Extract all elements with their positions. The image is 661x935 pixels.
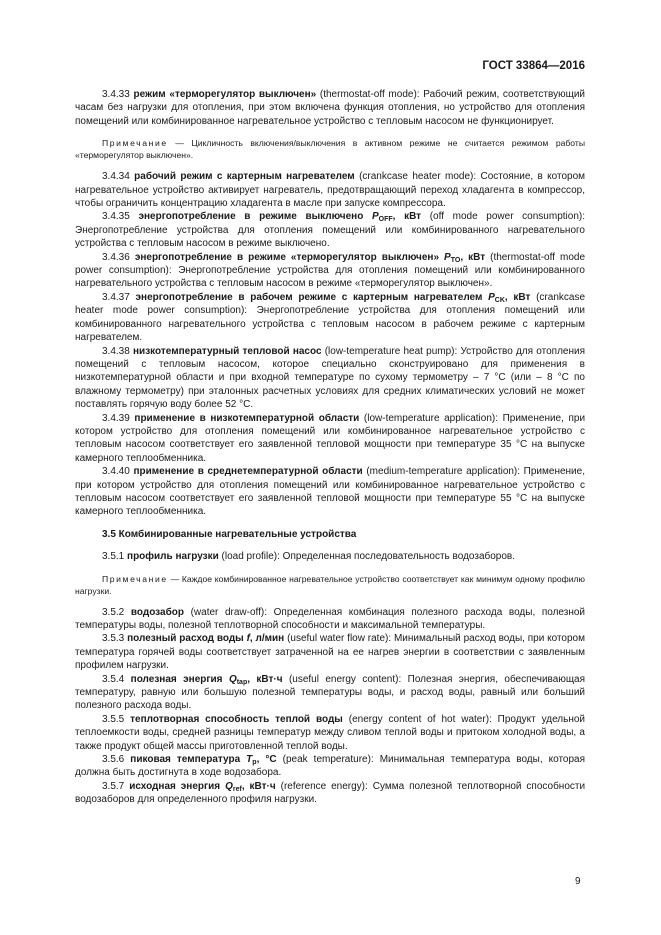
- term-3-5-5: 3.5.5 теплотворная способность теплой воды (energy content of hot water): Продукт удельной теплоемкости воды, средней разницы температур между сливом теплой воды и притоком холодной воды, а также продукт общей массы приготовленной теплой воды.: [75, 713, 586, 752]
- term-3-4-35: 3.4.35 энергопотребление в режиме выключено $P_{OFF}$, кВт (off mode power consumption): Энергопотребление устройства для отопления помещений или комбинированного нагревательного устройства с тепловым насосом в режиме выключено.: [75, 211, 585, 250]
- term-title: режим «терморегулятор выключен»: [133, 89, 317, 100]
- note-2: Примечание — Каждое комбинированное нагревательное устройство соответствует как минимум одному профилю нагрузки.: [75, 573, 585, 596]
- term-3-4-34: 3.4.34 рабочий режим с картерным нагревателем (crankcase heater mode): Состояние, в котором нагревательное устройство активирует нагреватель, предотвращающий переход хладагента в компрессор, чтобы ограничить концентрацию хладагента в масле при запуске компрессора.: [75, 171, 586, 210]
- term-3-4-36: 3.4.36 энергопотребление в режиме «терморегулятор выключен» $P_{TO}$, кВт (thermostat-off mode power consumption): Энергопотребление устройства для отопления помещений или комбинированного нагревательного устройства с тепловым насосом в режиме «терморегулятор выключен».: [75, 251, 586, 290]
- term-3-4-33: 3.4.33 режим «терморегулятор выключен» (thermostat-off mode): Рабочий режим, соответствующий часам без нагрузки для отопления, при этом включена функция отопления, но устройство для отопления помещений или комбинированное нагревательное устройство с тепловым насосом не функционирует.: [75, 89, 585, 127]
- page-content: [75, 88, 585, 807]
- term-3-5-3: 3.5.3 полезный расход воды f, л/мин (useful water flow rate): Минимальный расход воды, при котором температура горячей воды соответствует затраченной на ее нагрев энергии в соответствии с заявленным профилем нагрузки.: [75, 633, 585, 672]
- term-3-4-38: 3.4.38 низкотемпературный тепловой насос (low-temperature heat pump): Устройство для отопления помещений с тепловым насосом, которое специально сконструировано для применения в низкотемпературной области и при входной температуре по сухому термометру – 7 °С (или – 8 °С по влажному термометру) при эталонных расчетных условиях для средних климатических условий не может поставлять горячую воду более 52 °С.: [75, 345, 585, 411]
- standard-header: ГОСТ 33864—2016: [482, 60, 585, 72]
- term-3-5-4: 3.5.4 полезная энергия $Q_{tap}$, кВт·ч (useful energy content): Полезная энергия, обеспечивающая температуру, равную или большую полезной температуры воды, и расход воды, равный или больший полезного расхода воды.: [75, 673, 586, 712]
- term-3-4-40: 3.4.40 применение в среднетемпературной области (medium-temperature application): Применение, при котором устройство для отопления помещений или комбинированное нагревательное устройство с тепловым насосом соответствует его заявленной тепловой мощности при температуре 55 °С на выпуске камерного теплообменника.: [75, 466, 585, 518]
- page-number: 9: [575, 876, 581, 887]
- term-3-4-37: 3.4.37 энергопотребление в рабочем режиме с картерным нагревателем $P_{CK}$, кВт (crankcase heater mode power consumption): Энергопотребление устройства для отопления помещений или комбинированного нагревательного устройства с тепловым насосом в рабочем режиме с картерным нагревателем.: [75, 291, 585, 344]
- term-3-5-1: 3.5.1 профиль нагрузки (load profile): Определенная последовательность водозаборов.: [102, 551, 516, 563]
- term-3-5-2: 3.5.2 водозабор (water draw-off): Определенная комбинация полезного расхода воды, полезной температуры воды, полезной теплотворной способности и максимальной температуры.: [75, 606, 586, 631]
- term-3-5-6: 3.5.6 пиковая температура $T_p$, °С (peak temperature): Минимальная температура воды, которая должна быть достигнута в ходе водозабора.: [75, 754, 586, 779]
- term-3-4-39: 3.4.39 применение в низкотемпературной области (low-temperature application): Применение, при котором устройство для отопления помещений или комбинированное нагревательное устройство с тепловым насосом соответствует его заявленной тепловой мощности при температуре 35 °С на выпуске камерного теплообменника.: [75, 412, 586, 464]
- section-3-5-heading: 3.5 Комбинированные нагревательные устройства: [102, 528, 357, 540]
- term-3-5-7: 3.5.7 исходная энергия $Q_{ref}$, кВт·ч (reference energy): Сумма полезной теплотворной способности водозаборов для определенного профиля нагрузки.: [75, 780, 586, 806]
- note-1: Примечание — Цикличность включения/выключения в активном режиме не считается режимом работы «терморегулятор выключен».: [75, 138, 585, 161]
